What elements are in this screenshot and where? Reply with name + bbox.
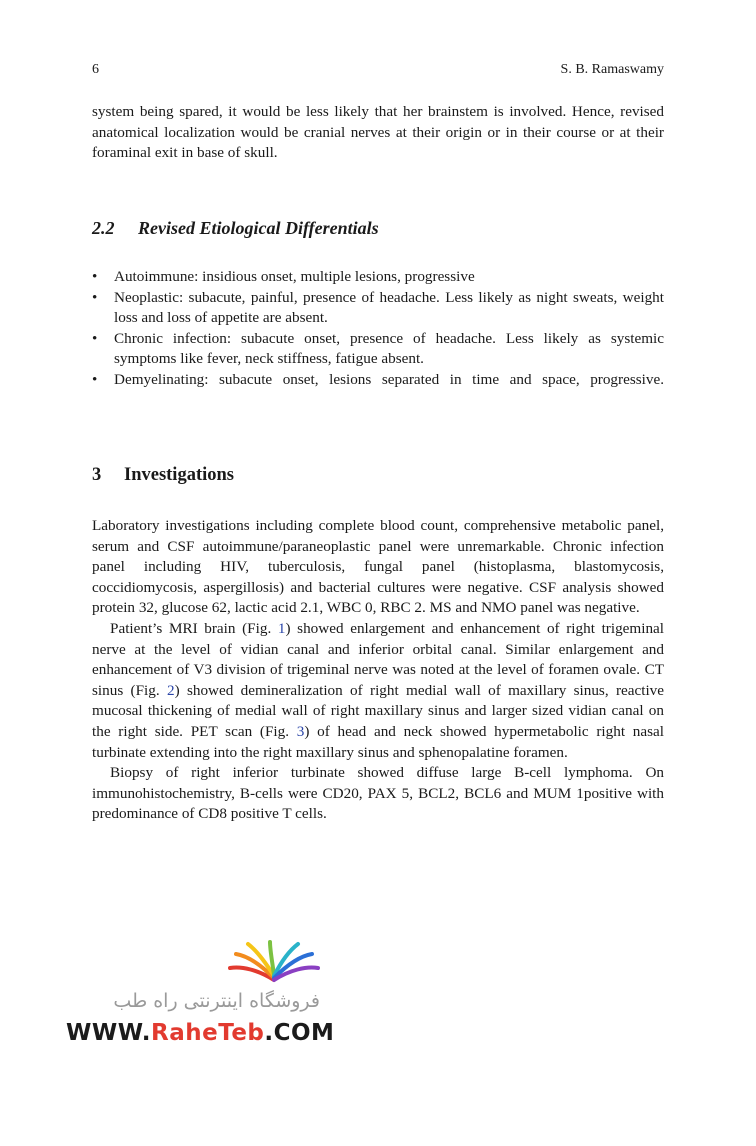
bullet-icon: • bbox=[92, 329, 98, 347]
intro-text bbox=[92, 102, 664, 164]
url-suffix: .COM bbox=[264, 1020, 335, 1046]
investigations-paragraph-2 bbox=[92, 619, 664, 763]
investigations-text bbox=[92, 516, 664, 825]
list-item-text: Demyelinating: subacute onset, lesions separated in time and space, progressive. bbox=[114, 370, 664, 388]
url-brand: RaheTeb bbox=[150, 1020, 265, 1046]
watermark-persian-text: فروشگاه اینترنتی راه طب bbox=[113, 990, 320, 1012]
section-number: 3 bbox=[92, 465, 102, 485]
text-run: ) of head and neck showed hypermetabolic right nasal turbinate extending into the right maxillary sinus and sphenopalatine foramen. bbox=[92, 722, 664, 761]
section-heading-2-2 bbox=[92, 218, 379, 239]
page-number: 6 bbox=[92, 62, 99, 77]
bullet-icon: • bbox=[92, 370, 98, 388]
section-title: Investigations bbox=[124, 465, 234, 485]
list-item bbox=[92, 267, 664, 288]
list-item-text: Autoimmune: insidious onset, multiple lesions, progressive bbox=[114, 268, 475, 285]
running-header bbox=[92, 62, 664, 82]
url-prefix: WWW. bbox=[66, 1020, 151, 1046]
section-heading-3 bbox=[92, 465, 234, 486]
list-item bbox=[92, 370, 664, 391]
list-item-text: Chronic infection: subacute onset, presence of headache. Less likely as systemic symptoms like fever, neck stiffness, fatigue absent. bbox=[114, 329, 664, 368]
differentials-list bbox=[92, 267, 664, 391]
bullet-icon: • bbox=[92, 268, 98, 285]
book-fan-icon bbox=[228, 940, 320, 984]
text-run: ) showed enlargement and enhancement of right trigeminal nerve at the level of vidian canal and inferior orbital canal. Similar enlargement and enhancement of V3 division of trigeminal nerve was noted at the level of foramen ovale. CT sinus (Fig. bbox=[92, 619, 664, 699]
figure-1-link[interactable]: 1 bbox=[277, 619, 286, 637]
text-run: Patient’s MRI brain (Fig. bbox=[110, 619, 278, 637]
watermark-logo bbox=[62, 940, 335, 1050]
running-author: S. B. Ramaswamy bbox=[560, 62, 664, 77]
investigations-paragraph-1: Laboratory investigations including complete blood count, comprehensive metabolic panel, serum and CSF autoimmune/paraneoplastic panel were unremarkable. Chronic infection panel including HIV, tuberculosis, fungal panel (histoplasma, blastomycosis, coccidiomycosis, aspergillosis) and bacterial cultures were negative. CSF analysis showed protein 32, glucose 62, lactic acid 2.1, WBC 0, RBC 2. MS and NMO panel was negative. bbox=[92, 517, 664, 617]
section-number: 2.2 bbox=[92, 218, 115, 238]
section-title: Revised Etiological Differentials bbox=[138, 218, 379, 238]
intro-paragraph: system being spared, it would be less likely that her brainstem is involved. Hence, revised anatomical localization would be cranial nerves at their origin or in their course or at their foraminal exit in base of skull. bbox=[92, 103, 664, 162]
watermark-url bbox=[66, 1020, 334, 1046]
figure-2-link[interactable]: 2 bbox=[166, 681, 175, 699]
figure-3-link[interactable]: 3 bbox=[296, 722, 305, 740]
list-item bbox=[92, 288, 664, 329]
text-run: ) showed demineralization of right medial wall of maxillary sinus, reactive mucosal thickening of medial wall of right maxillary sinus and larger sized vidian canal on the right side. PET scan (Fig. bbox=[92, 681, 665, 740]
bullet-icon: • bbox=[92, 288, 98, 306]
list-item-text: Neoplastic: subacute, painful, presence of headache. Less likely as night sweats, weight loss and loss of appetite are absent. bbox=[114, 288, 664, 327]
list-item bbox=[92, 329, 664, 370]
investigations-paragraph-3: Biopsy of right inferior turbinate showed diffuse large B-cell lymphoma. On immunohistochemistry, B-cells were CD20, PAX 5, BCL2, BCL6 and MUM 1positive with predominance of CD8 positive T cells. bbox=[92, 764, 664, 823]
